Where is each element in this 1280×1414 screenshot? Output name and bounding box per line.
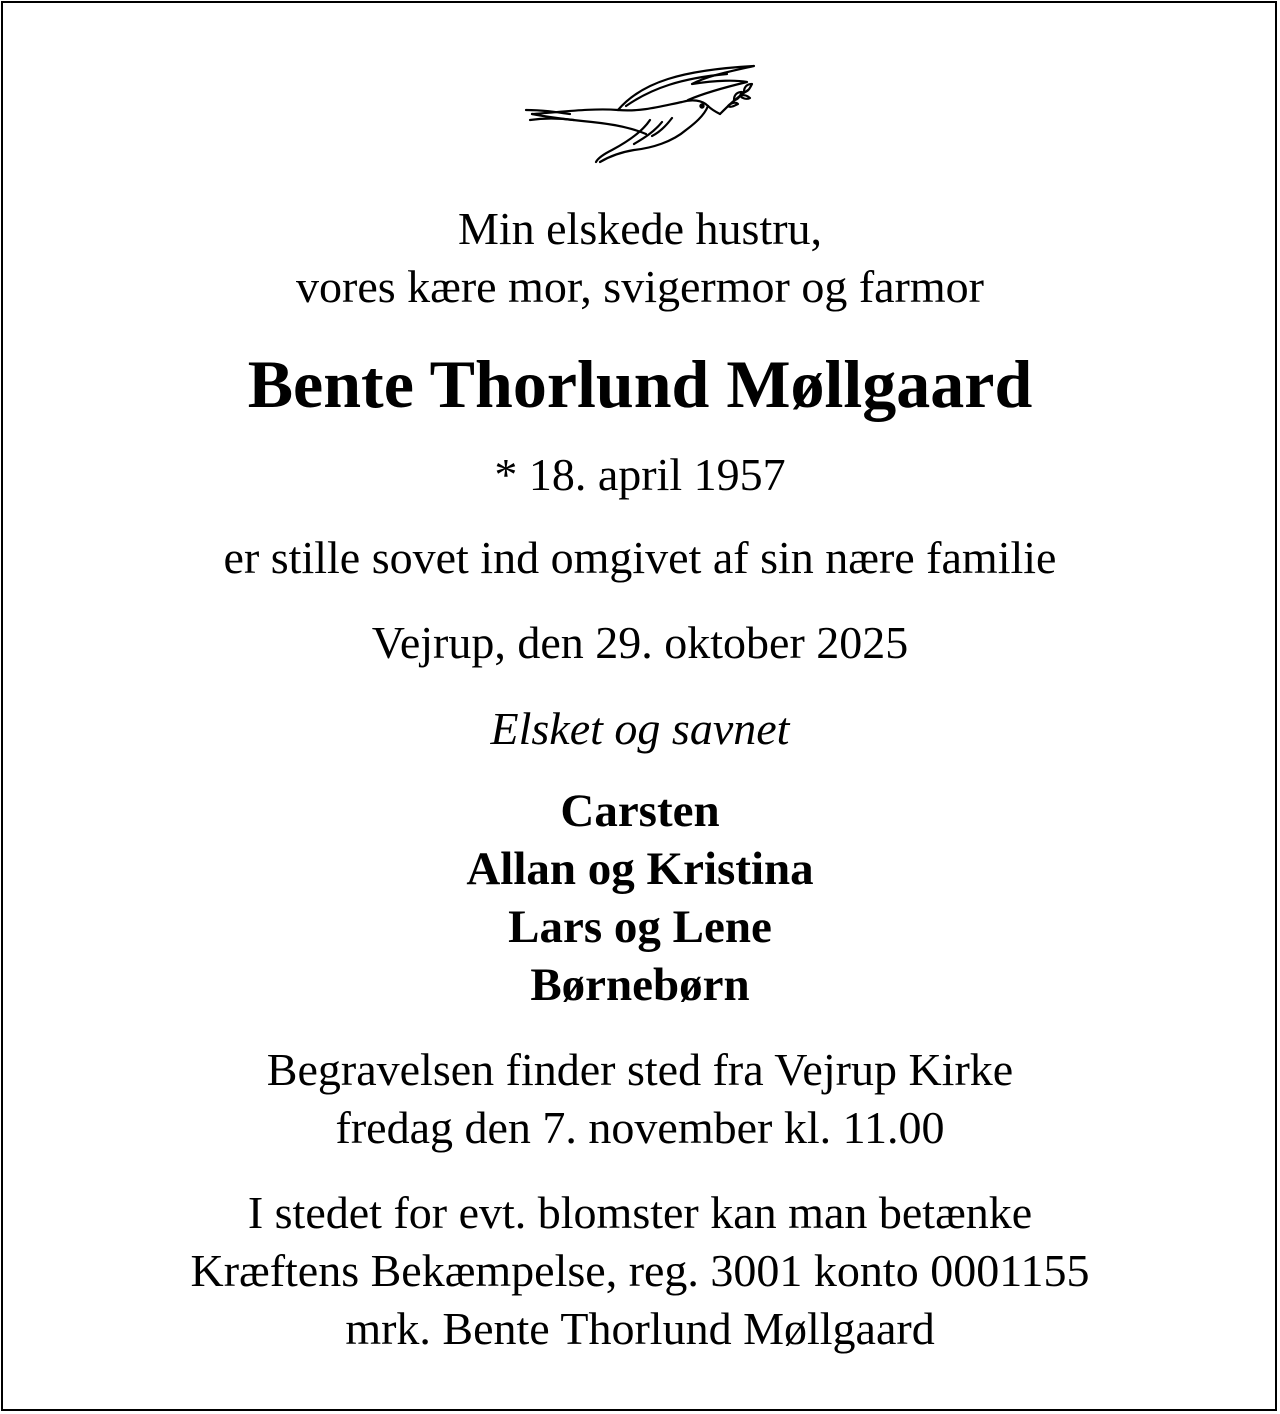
passing-text: er stille sovet ind omgivet af sin nære familie [223,532,1057,583]
family-member: Lars og Lene [508,901,772,953]
birth-date: * 18. april 1957 [494,449,786,500]
family-member: Carsten [560,785,720,837]
intro-line-1: Min elskede hustru, [457,203,823,254]
dove-icon [522,62,762,172]
funeral-info-line-1: Begravelsen finder sted fra Vejrup Kirke [266,1044,1014,1095]
closing-phrase: Elsket og savnet [490,703,790,754]
funeral-info-line-2: fredag den 7. november kl. 11.00 [335,1102,945,1153]
family-member: Børnebørn [530,959,750,1011]
donation-line-2: Kræftens Bekæmpelse, reg. 3001 konto 0001155 [190,1245,1090,1296]
place-and-date: Vejrup, den 29. oktober 2025 [371,617,909,668]
deceased-name: Bente Thorlund Møllgaard [247,346,1033,422]
donation-line-1: I stedet for evt. blomster kan man betænke [247,1187,1033,1238]
family-member: Allan og Kristina [466,843,814,895]
donation-line-3: mrk. Bente Thorlund Møllgaard [345,1303,935,1354]
intro-line-2: vores kære mor, svigermor og farmor [296,261,984,312]
